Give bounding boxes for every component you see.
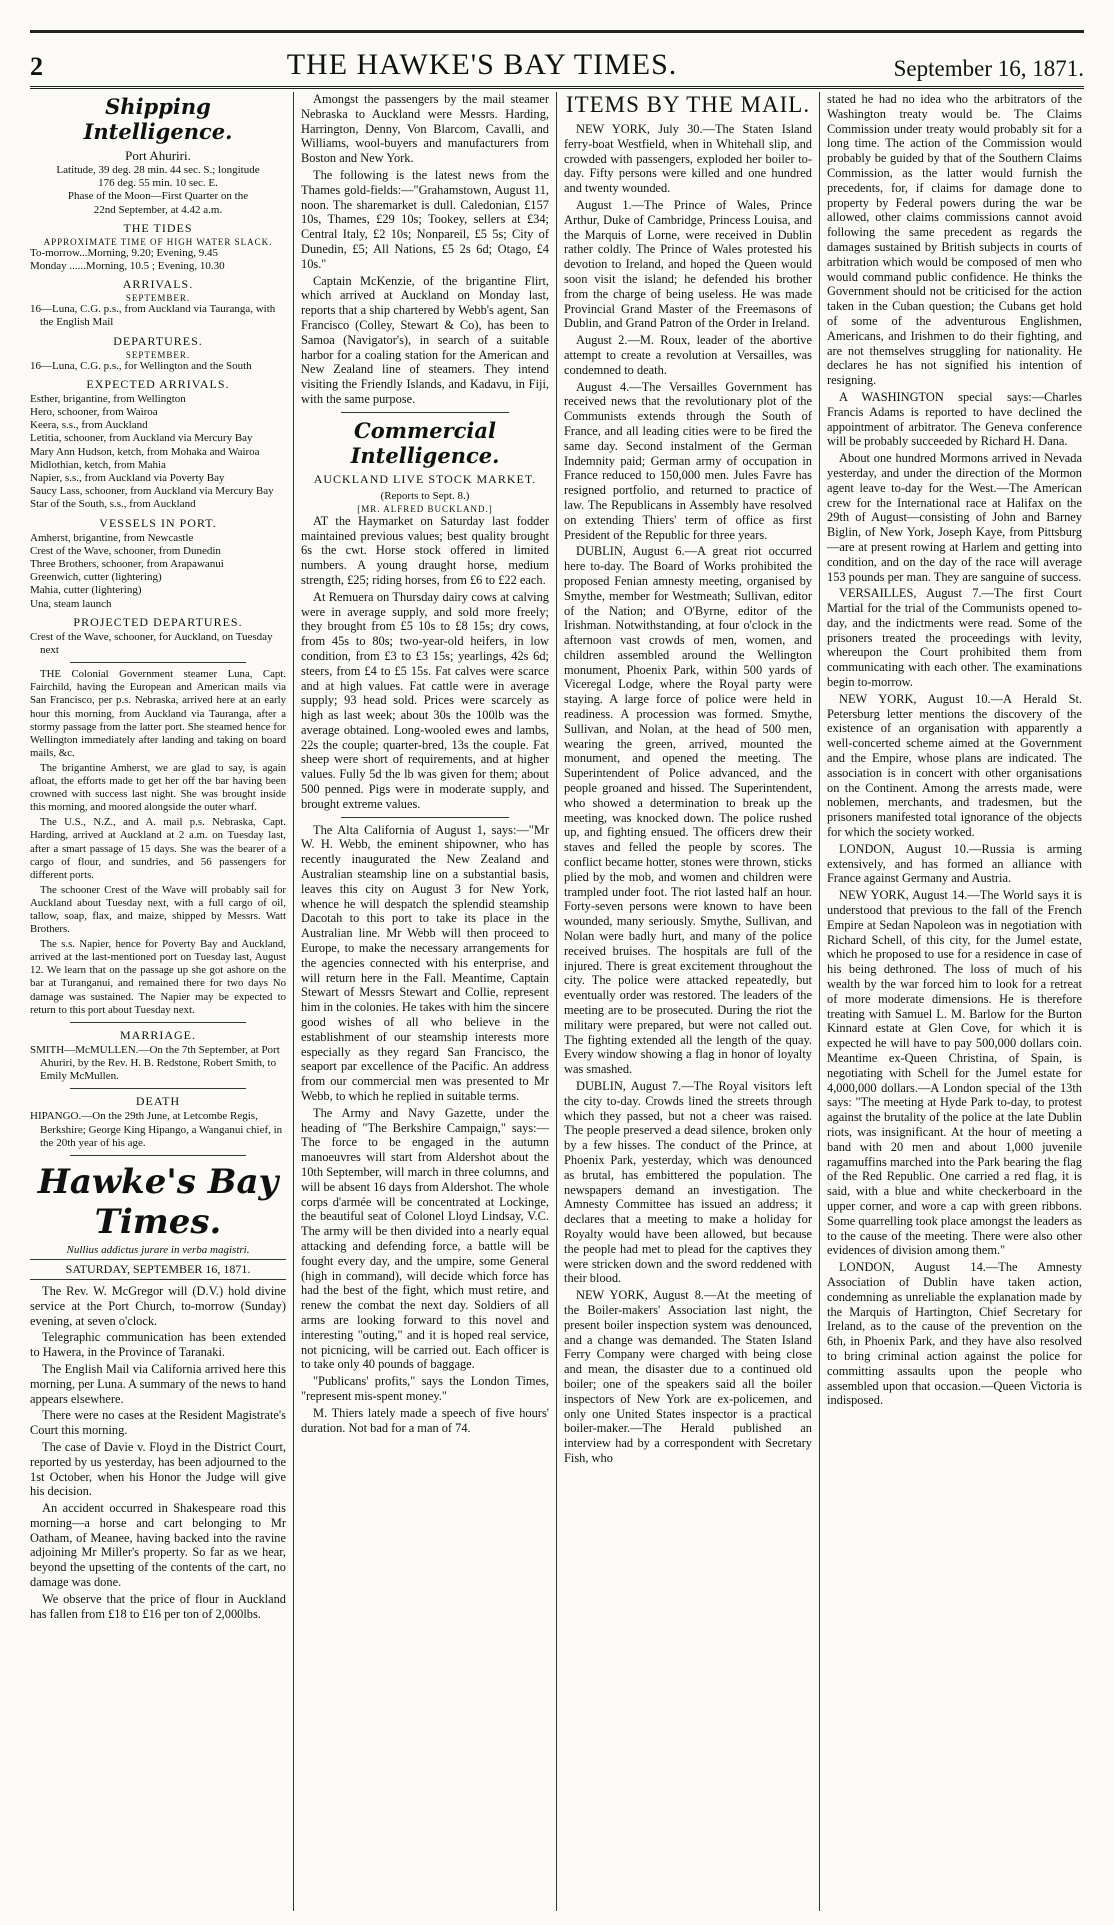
editorial-dateline: SATURDAY, SEPTEMBER 16, 1871. [30, 1259, 286, 1280]
local-paragraph: The Rev. W. McGregor will (D.V.) hold divine service at the Port Church, to-morrow (Sunday) evening, at seven o'clock. [30, 1283, 286, 1328]
mail-item: stated he had no idea who the arbitrators of the Washington treaty would be. The Claims Commission under treaty would probably sit for a long time. The action of the Commission would probably be guided by that of the Southern Claims Commission, as the latter would furnish the precedents, for, if claims for damage done to property by Federal powers during the war be allowed, other claims commissions cannot avoid following the same precedent as regards the damages sustained by British subjects in courts of arbitration which would be composed of men who would command public confidence. He thinks the Government should not be criticised for the action taken in the Cuban question; the Cubans get hold of some of the adventurous Englishmen, Americans, and Irishmen to do their fighting, and are not themselves struggling for nationality. He declares he has not signified his intention of resigning. [827, 92, 1082, 388]
projected-item: Crest of the Wave, schooner, for Auckland, on Tuesday next [30, 630, 273, 657]
market-author: [MR. ALFRED BUCKLAND.] [357, 503, 493, 514]
mail-item: NEW YORK, August 10.—A Herald St. Petersburg letter mentions the discovery of the existence of an organisation with apparently a well-concerted scheme aimed at the Government and the Empire, whose plans are indicated. The association is in concert with other organisations on the Continent. Among the arrests made, were noblemen, merchants, and tradesmen, but the prisoners manifested total ignorance of the objects for which the society worked. [827, 691, 1082, 840]
divider [70, 1022, 246, 1023]
news-paragraph: Amongst the passengers by the mail steamer Nebraska to Auckland were Messrs. Harding, Harrington, Denny, Von Blarcom, Cavalli, and Williams, wool-buyers and manufacturers from Boston and New York. [301, 92, 549, 166]
departures-month: SEPTEMBER. [125, 349, 191, 360]
vessel-item: Greenwich, cutter (lightering) [30, 571, 162, 584]
mail-item: A WASHINGTON special says:—Charles Francis Adams is reported to have declined the appointment of arbitrator. The Geneva conference will be probably succeeded by Richard H. Dana. [827, 389, 1082, 449]
expected-item: Saucy Lass, schooner, from Auckland via Mercury Bay [30, 485, 274, 498]
tides-title: THE TIDES [123, 220, 193, 235]
divider [341, 817, 509, 818]
column-4 [819, 92, 1082, 1911]
moon-line-2: 22nd September, at 4.42 a.m. [93, 203, 223, 216]
tide-line-2: Monday ......Morning, 10.5 ; Evening, 10.30 [30, 260, 225, 273]
expected-item: Keera, s.s., from Auckland [30, 419, 148, 432]
latitude-line-2: 176 deg. 55 min. 10 sec. E. [98, 177, 218, 190]
shipping-paragraph: The U.S., N.Z., and A. mail p.s. Nebraska, Capt. Harding, arrived at Auckland at 2 a.m. on Tuesday last, after a smart passage of 15 days. She was the bearer of a cargo of flour, and sundries, and 56 passengers for different ports. [30, 816, 286, 881]
local-paragraph: Telegraphic communication has been extended to Hawera, in the Province of Taranaki. [30, 1330, 286, 1360]
vessel-item: Three Brothers, schooner, from Arapawanui [30, 558, 224, 571]
tides-subtitle: APPROXIMATE TIME OF HIGH WATER SLACK. [43, 236, 273, 247]
issue-date: September 16, 1871. [893, 56, 1084, 81]
divider [70, 1088, 246, 1089]
vessel-item: Amherst, brigantine, from Newcastle [30, 531, 194, 544]
vessel-item: Una, steam launch [30, 597, 112, 610]
shipping-paragraph: THE Colonial Government steamer Luna, Capt. Fairchild, having the European and American mails via San Francisco, per p.s. Nebraska, arrived here at an early hour this morning, from Auckland via Tauranga, after a stormy passage from the latter port. She steamed hence for Wellington immediately after landing and taking on board mails, &c. [30, 668, 286, 759]
news-paragraph: "Publicans' profits," says the London Times, "represent mis-spent money." [301, 1374, 549, 1403]
tide-line-1: To-morrow...Morning, 9.20; Evening, 9.45 [30, 246, 218, 259]
arrival-entry: 16—Luna, C.G. p.s., from Auckland via Tauranga, with the English Mail [30, 303, 276, 329]
expected-item: Esther, brigantine, from Wellington [30, 392, 186, 405]
vessels-title: VESSELS IN PORT. [99, 515, 217, 530]
mail-item: About one hundred Mormons arrived in Nevada yesterday, and under the direction of the Mormon agent leave to-day for the West.—The American crew for the International race at Halifax on the 29th of August—consisting of John and Barney Biglin, of New York, Joseph Kaye, from Pittsburg—are at present rowing at Harlem and getting into condition, and on the day of the race will average 153 pounds per man. They are sanguine of success. [827, 451, 1082, 584]
projected-title: PROJECTED DEPARTURES. [73, 614, 243, 629]
divider [70, 1155, 246, 1156]
marriage-title: MARRIAGE. [119, 1027, 196, 1042]
mail-item: DUBLIN, August 7.—The Royal visitors left the city to-day. Crowds lined the streets through which they passed, but not a cheer was raised. The people preserved a dead silence, broken only by a few hisses. The conduct of the Prince, at Phoenix Park, yesterday, which was denounced as brutal, has embittered the population. The newspapers demand an investigation. The Amnesty Committee has issued an address; it declares that a meeting to make a holiday for Royalty would have been allowed, but because the people had met to plead for the captives they were stricken down and the sword reddened with their blood. [564, 1079, 812, 1286]
news-paragraph: Captain McKenzie, of the brigantine Flirt, which arrived at Auckland on Monday last, reports that a ship chartered by Webb's agent, San Francisco (Colley, Stewart & Co), has been to Samoa (Navigator's), in search of a suitable harbor for a coaling station for the American and New Zealand line of steamers. They intend visiting the Friendly Islands, and Kadavu, in Fiji, with the same purpose. [301, 273, 549, 406]
expected-item: Star of the South, s.s., from Auckland [30, 498, 196, 511]
page-number: 2 [30, 52, 43, 81]
mail-item: August 2.—M. Roux, leader of the abortive attempt to create a revolution at Versailles, was condemned to death. [564, 333, 812, 377]
motto: Nullius addictus jurare in verba magistri. [66, 1243, 250, 1256]
mail-item: NEW YORK, July 30.—The Staten Island ferry-boat Westfield, when in Whitehall slip, and crowded with passengers, exploded her boiler to-day. Fifty persons were killed and one hundred and twenty wounded. [564, 122, 812, 196]
departures-title: DEPARTURES. [113, 333, 203, 348]
local-paragraph: There were no cases at the Resident Magistrate's Court this morning. [30, 1408, 286, 1438]
mail-item: August 1.—The Prince of Wales, Prince Arthur, Duke of Cambridge, Princess Louisa, and the Marquis of Lorne, were received in Dublin rather coldly. The Prince of Wales protested his devotion to Ireland, and hoped the Queen would soon visit the island; he defended his brother from the charge of being useless. He was made Provincial Grand Master of the Freemasons of Dublin, and Grand Patron of the Order in Ireland. [564, 197, 812, 331]
local-paragraph: The case of Davie v. Floyd in the District Court, reported by us yesterday, has been adjourned to the 1st October, when his Honor the Judge will give his decision. [30, 1439, 286, 1499]
death-notice: HIPANGO.—On the 29th June, at Letcombe Regis, Berkshire; George King Hipango, a Wanganui chief, in the 20th year of his age. [30, 1110, 283, 1149]
expected-title: EXPECTED ARRIVALS. [86, 376, 230, 391]
page-header [30, 46, 1084, 89]
local-paragraph: An accident occurred in Shakespeare road this morning—a horse and cart belonging to Mr Oatham, of Meanee, having backed into the ravine adjoining Mr Miller's property. So far as we hear, beyond the upsetting of the contents of the cart, no damage was done. [30, 1501, 286, 1590]
local-paragraph: The English Mail via California arrived here this morning, per Luna. A summary of the news to hand appears elsewhere. [30, 1361, 286, 1406]
vessel-item: Mahia, cutter (lightering) [30, 584, 142, 597]
shipping-paragraph: The schooner Crest of the Wave will probably sail for Auckland about Tuesday next, with a full cargo of oil, tallow, soap, flax, and maize, shipped by Messrs. Watt Brothers. [30, 883, 286, 936]
editorial-masthead: Hawke's Bay Times. [37, 1161, 279, 1242]
top-rule [30, 30, 1084, 33]
arrivals-month: SEPTEMBER. [125, 293, 191, 304]
column-1 [30, 92, 293, 1911]
mail-item: NEW YORK, August 8.—At the meeting of the Boiler-makers' Association last night, the present boiler inspection system was denounced, and a change was demanded. The Staten Island Ferry Company were charged with being close and mean, the disaster due to a continued old boiler; one of the speakers said all the boiler inspectors of New York are ex-policemen, and only one United States inspector is a practical boiler-maker.—The Herald published an interview had by a correspondent with Secretary Fish, who [564, 1288, 812, 1465]
mail-item: NEW YORK, August 14.—The World says it is understood that previous to the fall of the French Empire at Sedan Napoleon was in negotiation with Richard Schell, of this city, for the Jumel estate, which he proposed to use for a residence in case of his being dethroned. The loss of much of his wealth by the war forced him to look for a retreat of more moderate dimensions. He is therefore treating with Samuel L. M. Barlow for the Burton Kinnard estate at Glen Cove, for which it is expected he will have to pay 500,000 dollars coin. Meantime ex-Queen Christina, of Spain, is negotiating with Schell for the Jumel estate for 4,000,000 dollars.—A London special of the 13th says: "The meeting at Hyde Park to-day, to protest against the brutality of the police at the late Dublin riots, was insignificant. At the hour of meeting a band with 20 men and about 1,000 juvenile ragamuffins marched into the Park bearing the flag of the Red Republic. One carried a red flag, it is said, with a blue and white checkerboard in the upper corner, and wore a cap with green ribbons. Some quarrelling took place amongst the leaders as to the cause of the meeting. There were also other evidences of division among them." [827, 888, 1082, 1258]
port-name: Port Ahuriri. [125, 148, 191, 163]
mail-item: August 4.—The Versailles Government has received news that the revolutionary plot of the Communists extends through the South of France, and all leading cities were to be fired the same day. Second instalment of the German Indemnity paid; German army of occupation in France reduced to 150,000 men. Jules Favre has resigned portfolio, and returned to practice of law. The Republicans in Assembly have resolved on extending Thiers' term of office as first President of the Republic for three years. [564, 379, 812, 542]
mail-item: VERSAILLES, August 7.—The first Court Martial for the trial of the Communists opened to-day, and the indictments were read. Some of the prisoners treated the proceedings with levity, whereupon the Court prohibited them from communicating with each other. The examinations begin to-morrow. [827, 586, 1082, 690]
divider [70, 662, 246, 663]
moon-line-1: Phase of the Moon—First Quarter on the [67, 190, 249, 203]
market-subtitle: (Reports to Sept. 8.) [380, 489, 470, 502]
expected-item: Letitia, schooner, from Auckland via Mercury Bay [30, 432, 253, 445]
items-title: ITEMS BY THE MAIL. [565, 92, 811, 117]
death-title: DEATH [135, 1094, 181, 1109]
departure-entry: 16—Luna, C.G. p.s., for Wellington and the South [30, 359, 252, 372]
shipping-paragraph: The brigantine Amherst, we are glad to say, is again afloat, the efforts made to get her off the bar having been crowned with success last night. She was brought inside this morning, and moored alongside the outer wharf. [30, 761, 286, 814]
commercial-title: Commercial Intelligence. [350, 417, 500, 468]
shipping-paragraph: The s.s. Napier, hence for Poverty Bay and Auckland, arrived at the last-mentioned port on Tuesday last, August 12. We learn that on the passage up she got ashore on the bar at Turanganui, and remained there for two days No damage was sustained. The Napier may be expected to return to this port about Tuesday next. [30, 938, 286, 1016]
expected-item: Hero, schooner, from Wairoa [30, 406, 158, 419]
shipping-title: Shipping Intelligence. [83, 94, 233, 144]
local-paragraph: We observe that the price of flour in Auckland has fallen from £18 to £16 per ton of 2,000lbs. [30, 1591, 286, 1621]
mail-item: LONDON, August 14.—The Amnesty Association of Dublin have taken action, condemning as unreliable the explanation made by the Marquis of Hartington, Chief Secretary for Ireland, as to the cause of the prevention on the 6th, in Phoenix Park, and they have also resolved to bring criminal action against the police for committing assaults upon the people who assembled upon that occasion.—Queen Victoria is indisposed. [827, 1260, 1082, 1408]
divider [341, 412, 509, 413]
news-paragraph: The following is the latest news from the Thames gold-fields:—"Grahamstown, August 11, noon. The sharemarket is dull. Caledonian, £157 10s, Thames, £29 10s; Tookey, sellers at £34; Central Italy, £2 10s; Nonpareil, £5 5s; City of Dunedin, £5; All Nations, £5 2s 6d; Otago, £4 10s." [301, 167, 549, 271]
mail-item: LONDON, August 10.—Russia is arming extensively, and has formed an alliance with France against Germany and Austria. [827, 841, 1082, 886]
market-paragraph: At Remuera on Thursday dairy cows at calving were in average supply, and sold more freely; they brought from £5 10s to £8 15s; dry cows, from 45s to 80s; two-year-old heifers, in low condition, from £3 to £3 15s; yearlings, 42s 6d; steers, from £4 to £5 15s. Fat calves were scarce and at high values. Fat cattle were in average supply; 93 head sold. Prices were scarcely as high as last week; about 30s the 100lb was the average obtained. Long-wooled ewes and lambs, 22s the couple; quarter-bred, 13s the couple. Fat sheep were short of requirements, and at higher values. Fully 5d the lb was given for them; about 500 penned. Pigs were in moderate supply, and brought extreme values. [301, 589, 549, 811]
news-paragraph: M. Thiers lately made a speech of five hours' duration. Not bad for a man of 74. [301, 1405, 549, 1435]
arrivals-title: ARRIVALS. [122, 277, 194, 292]
market-title: AUCKLAND LIVE STOCK MARKET. [313, 471, 537, 486]
expected-item: Napier, s.s., from Auckland via Poverty Bay [30, 472, 225, 485]
columns [30, 92, 1084, 1911]
expected-item: Midlothian, ketch, from Mahia [30, 458, 166, 471]
column-3 [556, 92, 819, 1911]
news-paragraph: The Army and Navy Gazette, under the heading of "The Berkshire Campaign," says:—The force to be engaged in the autumn manoeuvres will start from Aldershot about the 10th September, will march in three columns, and will be absent 16 days from Aldershot. The whole corps d'armée will be concentrated at Lockinge, the beautiful seat of Colonel Lloyd Lindsay, V.C. The army will be then divided into a nearly equal attacking and defending force, a battle will be fought every day, and the umpire, some General (high in command), will decide which force has had the best of the fight, which must retire, and renew the combat the next day. Soldiers of all arms are looking forward to this novel and interesting "outing," and it is hoped real service, not picnicing, will be carried out. Each officer is to take only 40 pounds of baggage. [301, 1105, 549, 1372]
latitude-line-1: Latitude, 39 deg. 28 min. 44 sec. S.; longitude [56, 164, 260, 176]
newspaper-title: THE HAWKE'S BAY TIMES. [286, 48, 678, 81]
expected-item: Mary Ann Hudson, ketch, from Mohaka and Wairoa [30, 445, 260, 458]
mail-item: DUBLIN, August 6.—A great riot occurred here to-day. The Board of Works prohibited the proposed Fenian amnesty meeting, organised by Smythe, member for Westmeath; Sullivan, editor of the Nation; and O'Byrne, editor of the Irishman. Notwithstanding, at four o'clock in the afternoon vast crowds of men, women, and children assembled around the Wellington monument, Phoenix Park, within 500 yards of Viceregal Lodge, where the Royal party were staying. A large force of police were held in readiness. A procession was formed. Smythe, Sullivan, and Nolan, at the head of 500 men, wearing the green, arrived, mounted the monument, and opened the meeting. The Superintendent of Police advanced, and the people groaned and hissed. The Superintendent, who showed a determination to break up the meeting, was knocked down. The police rushed up, and fighting ensued. The officers drew their staves and felled the people by scores. The conflict became hotter, stones were thrown, sticks plied by the mob, and women and children were trampled under foot. The riot lasted half an hour. Forty-seven persons were known to have been wounded, many seriously. Smythe, Sullivan, and Nolan were badly hurt, and many of the police received bruises. The hospitals are full of the injured. There is great excitement throughout the city. The police were attacked repeatedly, but eventually order was restored. The leaders of the meeting are to be prosecuted. During the riot the military were prepared, but were not called out. The fighting extended all the length of the quay. Every window showing a flag in honor of loyalty was smashed. [564, 544, 812, 1077]
column-2 [293, 92, 556, 1911]
vessel-item: Crest of the Wave, schooner, from Dunedin [30, 544, 221, 557]
market-paragraph: AT the Haymarket on Saturday last fodder maintained previous values; best quality brought 6s the cwt. Horse stock offered in limited numbers. A young draught horse, medium strength, £25; riding horses, from £6 to £22 each. [301, 513, 549, 587]
news-paragraph: The Alta California of August 1, says:—"Mr W. H. Webb, the eminent shipowner, who has recently inaugurated the New Zealand and Australian steamship line on a substantial basis, leaves this city on August 3 for New York, whence he will despatch the splendid steamship Dacotah to this port to take its place in the Australian line. Mr Webb will then proceed to Europe, to make the necessary arrangements for the agencies connected with his enterprise, and will return here in the Fall. Meantime, Captain Stewart of Messrs Stewart and Collie, represent him in the colonies. He takes with him the sincere good wishes of all who believe in the establishment of our steamship interests more especially as they regard San Francisco, the seaport par excellence of the Pacific. An address from our commercial men was presented to Mr Webb, to which he replied in suitable terms. [301, 822, 549, 1104]
marriage-notice: SMITH—McMULLEN.—On the 7th September, at Port Ahuriri, by the Rev. H. B. Redstone, Robert Smith, to Emily McMullen. [30, 1043, 280, 1083]
